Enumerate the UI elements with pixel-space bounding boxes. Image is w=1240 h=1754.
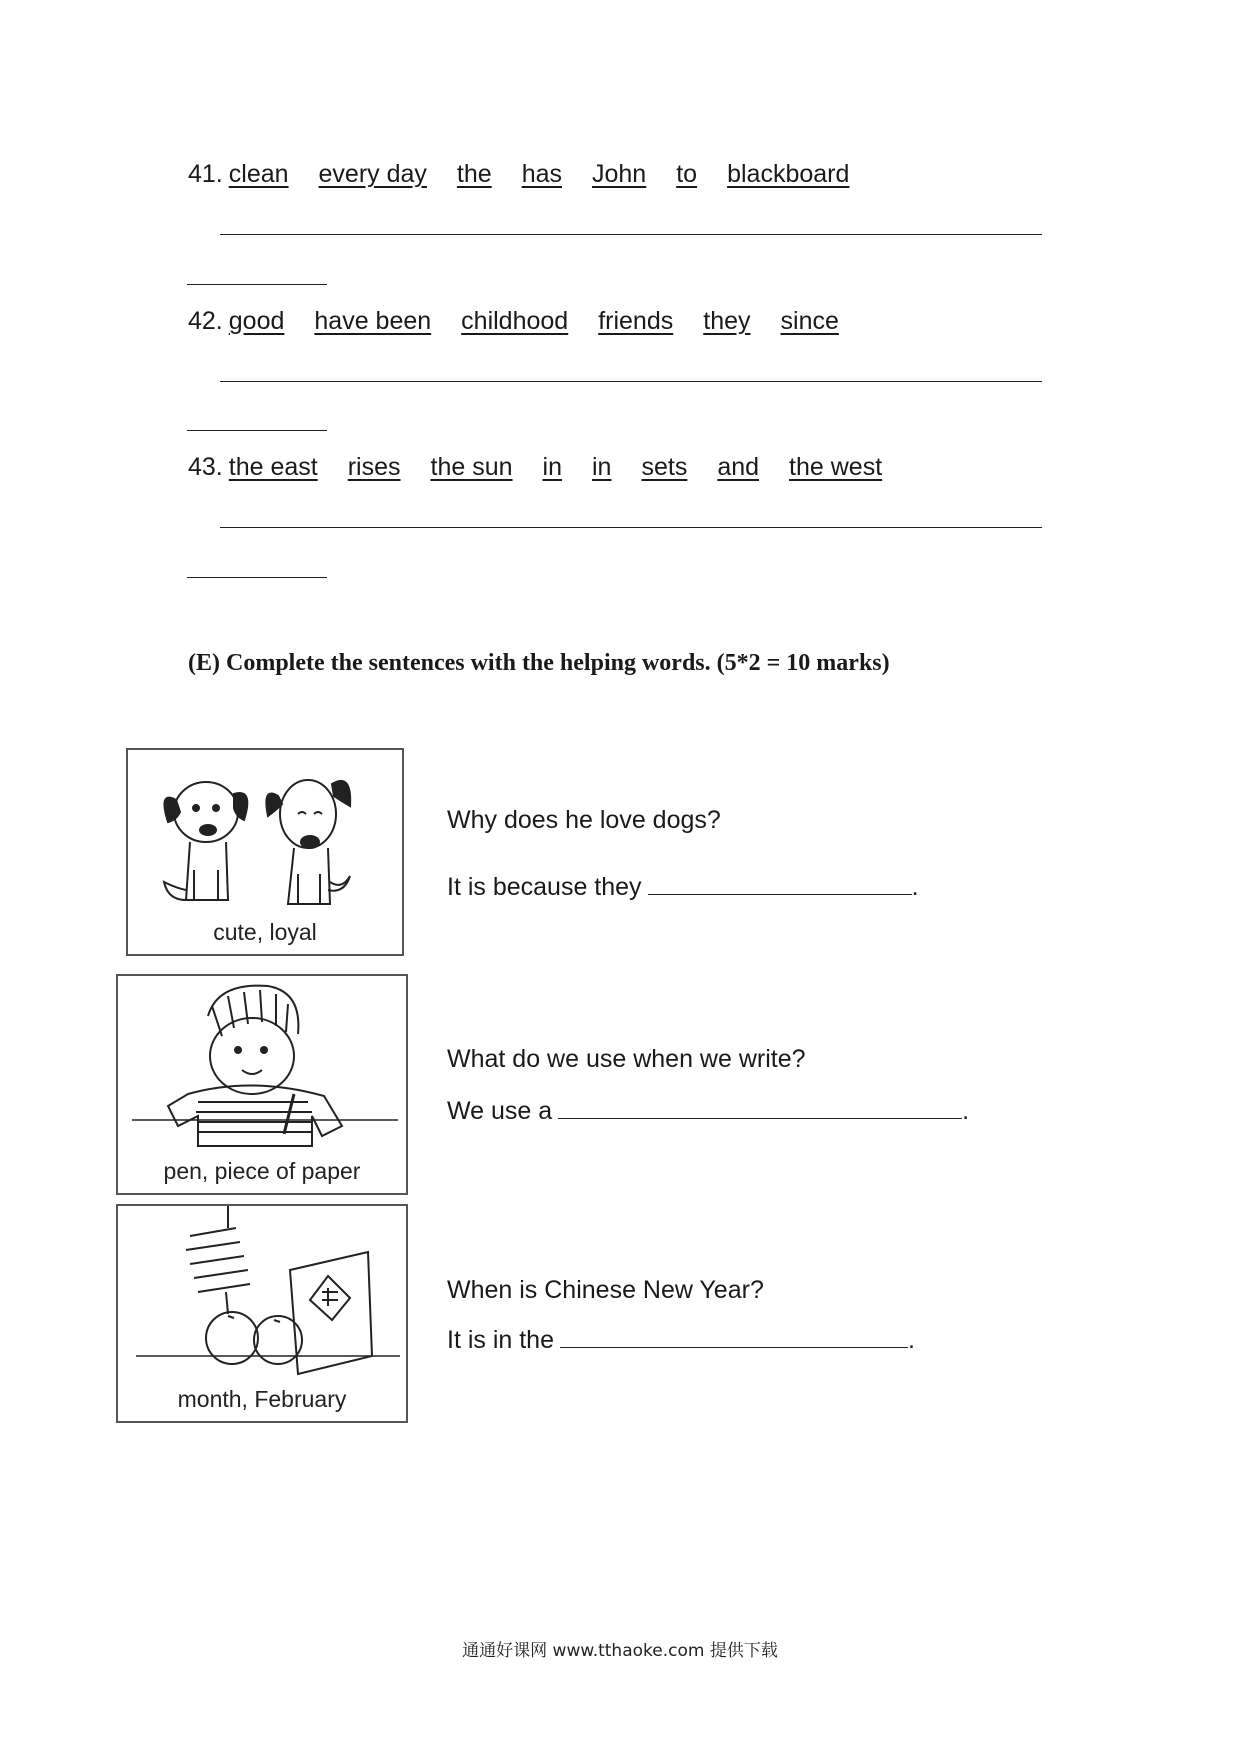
word-chip: and xyxy=(717,453,760,481)
picture-caption: cute, loyal xyxy=(213,919,317,945)
picture-dogs xyxy=(126,748,404,956)
word-chip: clean xyxy=(228,160,289,188)
answer-prefix: We use a xyxy=(447,1097,553,1125)
word-chip: in xyxy=(542,453,562,481)
answer-prefix: It is because they xyxy=(447,873,642,901)
word-chip: blackboard xyxy=(727,160,850,188)
question-number: 43. xyxy=(188,453,223,481)
answer-suffix: . xyxy=(908,1326,915,1354)
word-chip: good xyxy=(228,307,285,335)
question-text: Why does he love dogs? xyxy=(447,806,721,834)
question-41 xyxy=(188,160,879,189)
word-chip: they xyxy=(703,307,751,335)
word-chip: childhood xyxy=(461,307,569,335)
footer-credit: 通通好课网 www.tthaoke.com 提供下载 xyxy=(462,1641,778,1661)
answer-sentence xyxy=(447,872,919,902)
answer-line[interactable] xyxy=(220,234,1042,235)
picture-boy-writing xyxy=(116,974,408,1195)
question-number: 41. xyxy=(188,160,223,188)
word-chip: rises xyxy=(347,453,401,481)
answer-line[interactable] xyxy=(220,381,1042,382)
section-e-title: (E) Complete the sentences with the helping words. (5*2 = 10 marks) xyxy=(188,650,890,676)
word-chip: in xyxy=(592,453,612,481)
word-chip: friends xyxy=(598,307,674,335)
question-number: 42. xyxy=(188,307,223,335)
word-chip: the west xyxy=(789,453,883,481)
picture-caption: pen, piece of paper xyxy=(163,1158,361,1184)
answer-prefix: It is in the xyxy=(447,1326,554,1354)
word-chip: every day xyxy=(318,160,427,188)
word-chip: the sun xyxy=(430,453,513,481)
answer-blank[interactable] xyxy=(648,872,912,895)
answer-sentence xyxy=(447,1096,969,1126)
answer-line-continuation[interactable] xyxy=(187,284,327,285)
word-chip: the east xyxy=(228,453,318,481)
question-43 xyxy=(188,453,912,482)
word-chip: to xyxy=(676,160,698,188)
answer-line-continuation[interactable] xyxy=(187,430,327,431)
question-text: What do we use when we write? xyxy=(447,1045,806,1073)
picture-chinese-new-year xyxy=(116,1204,408,1423)
answer-suffix: . xyxy=(962,1097,970,1125)
answer-line[interactable] xyxy=(220,527,1042,528)
question-42 xyxy=(188,307,869,336)
word-chip: John xyxy=(592,160,647,188)
picture-caption: month, February xyxy=(177,1386,347,1412)
word-chip: has xyxy=(521,160,562,188)
word-chip: since xyxy=(780,307,839,335)
answer-suffix: . xyxy=(911,873,919,901)
word-chip: the xyxy=(456,160,492,188)
word-chip: have been xyxy=(314,307,432,335)
answer-sentence xyxy=(447,1325,915,1355)
answer-blank[interactable] xyxy=(558,1096,962,1119)
question-text: When is Chinese New Year? xyxy=(447,1276,764,1304)
word-chip: sets xyxy=(641,453,688,481)
answer-line-continuation[interactable] xyxy=(187,577,327,578)
answer-blank[interactable] xyxy=(560,1325,908,1348)
